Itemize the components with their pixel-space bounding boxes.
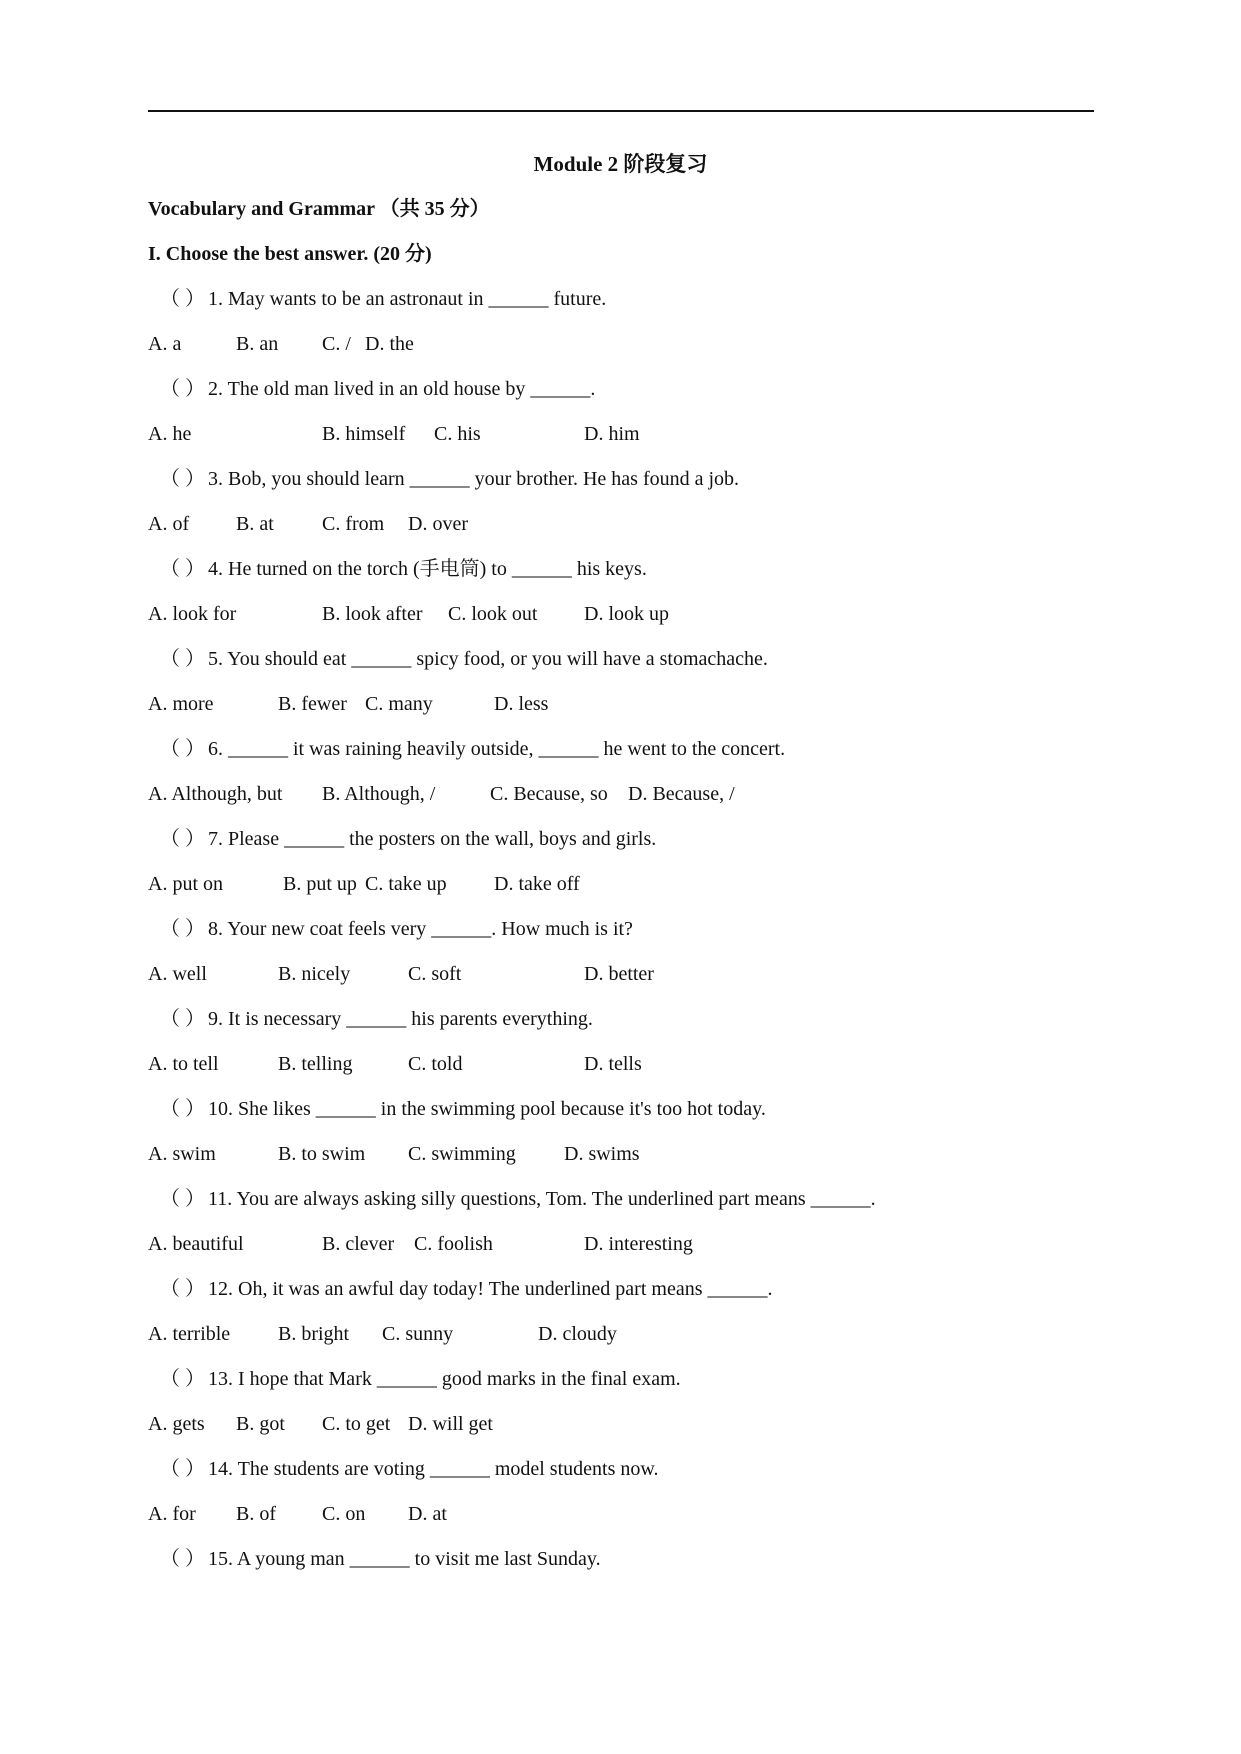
question-text: 9. It is necessary ______ his parents everything.	[208, 1008, 593, 1030]
question-13	[148, 1364, 1094, 1409]
option-b[interactable]: B. to swim	[278, 1143, 366, 1165]
answer-bracket[interactable]: （ ）	[160, 1368, 205, 1390]
option-a[interactable]: A. gets	[148, 1413, 205, 1435]
question-5	[148, 644, 1094, 689]
answer-bracket[interactable]: （ ）	[160, 288, 205, 310]
answer-bracket[interactable]: （ ）	[160, 1098, 205, 1120]
answer-bracket[interactable]: （ ）	[160, 1278, 205, 1300]
option-b[interactable]: B. look after	[322, 603, 423, 625]
part-heading: I. Choose the best answer. (20 分)	[148, 243, 432, 265]
answer-bracket[interactable]: （ ）	[160, 648, 205, 670]
header-rule	[148, 110, 1094, 112]
option-a[interactable]: A. look for	[148, 603, 237, 625]
option-d[interactable]: D. Because, /	[628, 783, 735, 805]
answer-bracket[interactable]: （ ）	[160, 918, 205, 940]
option-a[interactable]: A. more	[148, 693, 214, 715]
option-b[interactable]: B. telling	[278, 1053, 353, 1075]
question-text: 3. Bob, you should learn ______ your brother. He has found a job.	[208, 468, 740, 490]
option-a[interactable]: A. he	[148, 423, 192, 445]
option-d[interactable]: D. at	[408, 1503, 447, 1525]
option-d[interactable]: D. cloudy	[538, 1323, 617, 1345]
option-d[interactable]: D. less	[494, 693, 549, 715]
option-d[interactable]: D. swims	[564, 1143, 640, 1165]
option-b[interactable]: B. fewer	[278, 693, 347, 715]
question-text: 5. You should eat ______ spicy food, or you will have a stomachache.	[208, 648, 768, 670]
option-a[interactable]: A. terrible	[148, 1323, 231, 1345]
options-row	[148, 689, 1094, 734]
option-c[interactable]: C. sunny	[382, 1323, 454, 1345]
option-c[interactable]: C. look out	[448, 603, 538, 625]
option-b[interactable]: B. clever	[322, 1233, 395, 1255]
options-row	[148, 419, 1094, 464]
answer-bracket[interactable]: （ ）	[160, 1188, 205, 1210]
option-b[interactable]: B. at	[236, 513, 274, 535]
option-b[interactable]: B. nicely	[278, 963, 351, 985]
options-row	[148, 1319, 1094, 1364]
answer-bracket[interactable]: （ ）	[160, 378, 205, 400]
option-d[interactable]: D. interesting	[584, 1233, 693, 1255]
question-text: 11. You are always asking silly questions, Tom. The underlined part means ______.	[208, 1188, 876, 1210]
option-d[interactable]: D. him	[584, 423, 640, 445]
option-b[interactable]: B. put up	[283, 873, 357, 895]
question-6	[148, 734, 1094, 779]
option-a[interactable]: A. to tell	[148, 1053, 219, 1075]
option-c[interactable]: C. /	[322, 333, 351, 355]
option-c[interactable]: C. take up	[365, 873, 447, 895]
question-9	[148, 1004, 1094, 1049]
option-c[interactable]: C. soft	[408, 963, 462, 985]
question-text: 10. She likes ______ in the swimming pool because it's too hot today.	[208, 1098, 766, 1120]
question-text: 12. Oh, it was an awful day today! The underlined part means ______.	[208, 1278, 773, 1300]
answer-bracket[interactable]: （ ）	[160, 1458, 205, 1480]
question-text: 15. A young man ______ to visit me last Sunday.	[208, 1548, 601, 1570]
options-row	[148, 1409, 1094, 1454]
question-7	[148, 824, 1094, 869]
answer-bracket[interactable]: （ ）	[160, 558, 205, 580]
option-a[interactable]: A. of	[148, 513, 190, 535]
question-14	[148, 1454, 1094, 1499]
question-3	[148, 464, 1094, 509]
option-d[interactable]: D. tells	[584, 1053, 642, 1075]
option-a[interactable]: A. swim	[148, 1143, 216, 1165]
option-c[interactable]: C. foolish	[414, 1233, 493, 1255]
options-row	[148, 1499, 1094, 1544]
question-12	[148, 1274, 1094, 1319]
question-text: 7. Please ______ the posters on the wall, boys and girls.	[208, 828, 657, 850]
option-c[interactable]: C. Because, so	[490, 783, 608, 805]
option-a[interactable]: A. Although, but	[148, 783, 283, 805]
question-15	[148, 1544, 1094, 1589]
options-row	[148, 1049, 1094, 1094]
option-d[interactable]: D. take off	[494, 873, 580, 895]
option-a[interactable]: A. put on	[148, 873, 223, 895]
answer-bracket[interactable]: （ ）	[160, 738, 205, 760]
question-1	[148, 284, 1094, 329]
options-row	[148, 779, 1094, 824]
option-c[interactable]: C. his	[434, 423, 481, 445]
question-10	[148, 1094, 1094, 1139]
options-row	[148, 599, 1094, 644]
option-c[interactable]: C. on	[322, 1503, 366, 1525]
option-b[interactable]: B. of	[236, 1503, 276, 1525]
answer-bracket[interactable]: （ ）	[160, 1008, 205, 1030]
question-text: 14. The students are voting ______ model students now.	[208, 1458, 659, 1480]
question-text: 8. Your new coat feels very ______. How much is it?	[208, 918, 633, 940]
question-11	[148, 1184, 1094, 1229]
option-b[interactable]: B. Although, /	[322, 783, 436, 805]
option-b[interactable]: B. got	[236, 1413, 285, 1435]
question-8	[148, 914, 1094, 959]
option-c[interactable]: C. told	[408, 1053, 463, 1075]
option-d[interactable]: D. over	[408, 513, 468, 535]
answer-bracket[interactable]: （ ）	[160, 828, 205, 850]
option-d[interactable]: D. look up	[584, 603, 669, 625]
option-a[interactable]: A. well	[148, 963, 207, 985]
answer-bracket[interactable]: （ ）	[160, 1548, 205, 1570]
option-c[interactable]: C. swimming	[408, 1143, 516, 1165]
question-2	[148, 374, 1094, 419]
option-d[interactable]: D. will get	[408, 1413, 493, 1435]
options-row	[148, 1139, 1094, 1184]
option-b[interactable]: B. himself	[322, 423, 406, 445]
option-c[interactable]: C. from	[322, 513, 385, 535]
options-row	[148, 1229, 1094, 1274]
options-row	[148, 959, 1094, 1004]
options-row	[148, 509, 1094, 554]
content	[148, 194, 1094, 1589]
question-4	[148, 554, 1094, 599]
section-heading: Vocabulary and Grammar （共 35 分）	[148, 198, 490, 220]
question-text: 6. ______ it was raining heavily outside, ______ he went to the concert.	[208, 738, 786, 760]
answer-bracket[interactable]: （ ）	[160, 468, 205, 490]
question-text: 13. I hope that Mark ______ good marks in the final exam.	[208, 1368, 681, 1390]
question-list	[148, 284, 1094, 1589]
page-title: Module 2 阶段复习	[533, 152, 708, 176]
option-b[interactable]: B. bright	[278, 1323, 350, 1345]
options-row	[148, 869, 1094, 914]
option-a[interactable]: A. for	[148, 1503, 196, 1525]
question-text: 1. May wants to be an astronaut in ______ future.	[208, 288, 607, 310]
option-d[interactable]: D. better	[584, 963, 654, 985]
option-d[interactable]: D. the	[365, 333, 414, 355]
options-row	[148, 329, 1094, 374]
option-b[interactable]: B. an	[236, 333, 279, 355]
question-text: 2. The old man lived in an old house by ______.	[208, 378, 596, 400]
option-a[interactable]: A. a	[148, 333, 182, 355]
option-a[interactable]: A. beautiful	[148, 1233, 244, 1255]
option-c[interactable]: C. many	[365, 693, 433, 715]
option-c[interactable]: C. to get	[322, 1413, 391, 1435]
question-text: 4. He turned on the torch (手电筒) to ______ his keys.	[208, 558, 647, 580]
